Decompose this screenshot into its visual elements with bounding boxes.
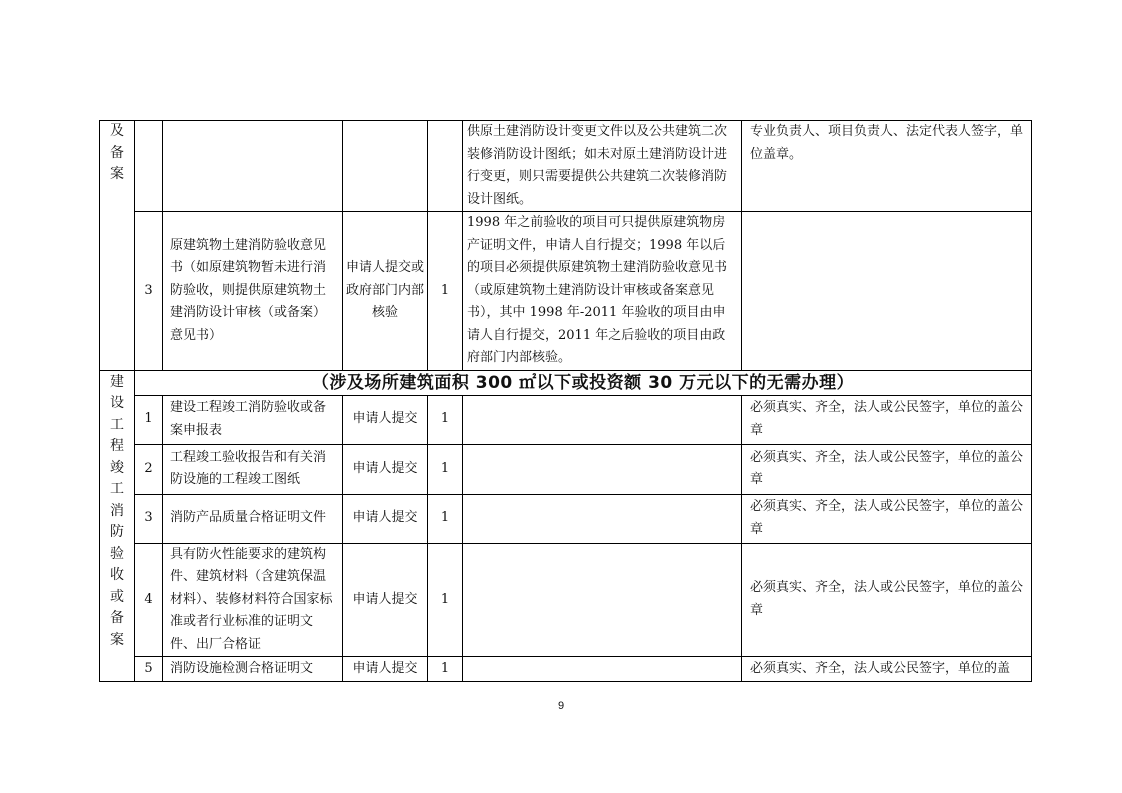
material-requirement [463, 395, 742, 444]
material-requirement [463, 657, 742, 682]
material-name: 消防产品质量合格证明文件 [163, 494, 343, 543]
table-row [100, 395, 1032, 444]
table-row [100, 444, 1032, 494]
copy-count: 1 [428, 212, 463, 371]
material-name: 具有防火性能要求的建筑构件、建筑材料（含建筑保温材料）、装修材料符合国家标准或者行业标准的证明文件、出厂合格证 [163, 543, 343, 657]
copy-count: 1 [428, 657, 463, 682]
submission-method: 申请人提交 [343, 444, 428, 494]
copy-count: 1 [428, 444, 463, 494]
material-remark [742, 212, 1032, 371]
copy-count: 1 [428, 395, 463, 444]
page-number: 9 [557, 700, 565, 712]
material-requirement: 1998 年之前验收的项目可只提供原建筑物房产证明文件，申请人自行提交；1998 年以后的项目必须提供原建筑物土建消防验收意见书（或原建筑物土建消防设计审核或备案意见书），其中 1998 年-2011 年验收的项目由申请人自行提交，2011 年之后验收的项目由政府部门内部核验。 [463, 212, 742, 371]
material-name: 原建筑物土建消防验收意见书（如原建筑物暂未进行消防验收，则提供原建筑物土建消防设计审核（或备案）意见书） [163, 212, 343, 371]
submission-method: 申请人提交 [343, 657, 428, 682]
material-name [163, 121, 343, 212]
table-row [100, 543, 1032, 657]
material-remark: 必须真实、齐全，法人或公民签字，单位的盖公章 [742, 543, 1032, 657]
material-remark: 必须真实、齐全，法人或公民签字，单位的盖公章 [742, 494, 1032, 543]
table-row [100, 212, 1032, 371]
table-row [100, 370, 1032, 395]
submission-method: 申请人提交 [343, 395, 428, 444]
category-label: 及 备 案 [110, 123, 124, 182]
material-name: 消防设施检测合格证明文 [163, 657, 343, 682]
category-label: 建 设 工 程 竣 工 消 防 验 收 或 备 案 [110, 373, 124, 648]
material-requirement: 供原土建消防设计变更文件以及公共建筑二次装修消防设计图纸；如未对原土建消防设计进行变更，则只需要提供公共建筑二次装修消防设计图纸。 [463, 121, 742, 212]
submission-method: 申请人提交或政府部门内部核验 [343, 212, 428, 371]
row-number: 1 [135, 395, 163, 444]
materials-table [99, 120, 1032, 682]
material-name: 工程竣工验收报告和有关消防设施的工程竣工图纸 [163, 444, 343, 494]
material-remark: 必须真实、齐全，法人或公民签字，单位的盖公章 [742, 395, 1032, 444]
row-number: 4 [135, 543, 163, 657]
row-number [135, 121, 163, 212]
exemption-note: （涉及场所建筑面积 300 ㎡以下或投资额 30 万元以下的无需办理） [135, 370, 1032, 395]
material-requirement [463, 543, 742, 657]
row-number: 3 [135, 212, 163, 371]
table-row [100, 494, 1032, 543]
row-number: 2 [135, 444, 163, 494]
table-row [100, 121, 1032, 212]
submission-method: 申请人提交 [343, 494, 428, 543]
copy-count [428, 121, 463, 212]
copy-count: 1 [428, 543, 463, 657]
material-remark: 必须真实、齐全，法人或公民签字，单位的盖公章 [742, 444, 1032, 494]
row-number: 3 [135, 494, 163, 543]
submission-method [343, 121, 428, 212]
material-requirement [463, 494, 742, 543]
copy-count: 1 [428, 494, 463, 543]
material-name: 建设工程竣工消防验收或备案申报表 [163, 395, 343, 444]
material-remark: 必须真实、齐全，法人或公民签字，单位的盖 [742, 657, 1032, 682]
material-requirement [463, 444, 742, 494]
material-remark: 专业负责人、项目负责人、法定代表人签字，单位盖章。 [742, 121, 1032, 212]
row-number: 5 [135, 657, 163, 682]
submission-method: 申请人提交 [343, 543, 428, 657]
table-row [100, 657, 1032, 682]
